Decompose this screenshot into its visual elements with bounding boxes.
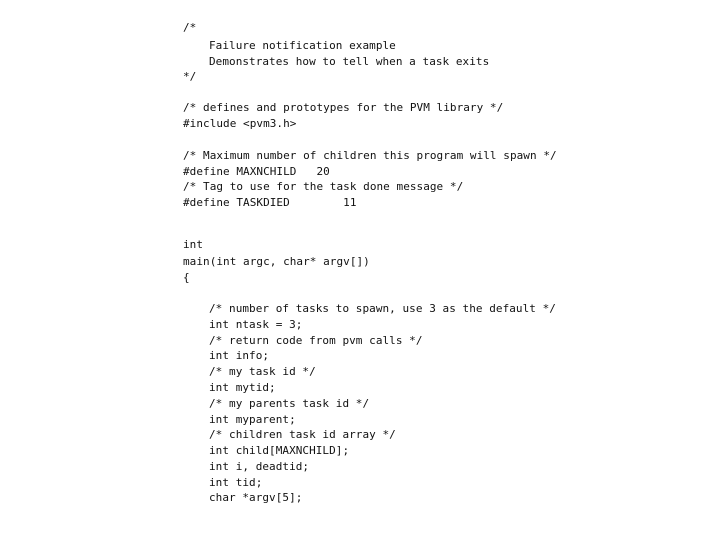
code-listing (183, 20, 703, 530)
comment-myparent: /* my parents task id */ (209, 397, 370, 410)
comment-child: /* children task id array */ (209, 428, 396, 441)
define-taskdied: #define TASKDIED 11 (183, 196, 357, 209)
define-maxnchild: #define MAXNCHILD 20 (183, 165, 330, 178)
comment-info: /* return code from pvm calls */ (209, 334, 423, 347)
comment-ntask: /* number of tasks to spawn, use 3 as the default */ (209, 302, 556, 315)
return-type: int (183, 238, 204, 251)
comment-mytid: /* my task id */ (209, 365, 316, 378)
decl-child: int child[MAXNCHILD]; (209, 444, 350, 457)
decl-info: int info; (209, 349, 270, 362)
header-comment-title: Failure notification example (209, 39, 396, 52)
comment-max-children: /* Maximum number of children this program will spawn */ (183, 149, 557, 162)
header-comment-desc: Demonstrates how to tell when a task exits (209, 55, 490, 68)
decl-argv: char *argv[5]; (209, 491, 303, 504)
decl-myparent: int myparent; (209, 413, 296, 426)
open-brace: { (183, 271, 190, 284)
comment-defines: /* defines and prototypes for the PVM library */ (183, 101, 504, 114)
decl-i-deadtid: int i, deadtid; (209, 460, 310, 473)
main-signature: main(int argc, char* argv[]) (183, 255, 370, 268)
comment-open: /* (183, 21, 197, 34)
include-directive: #include <pvm3.h> (183, 117, 297, 130)
comment-close: */ (183, 70, 197, 83)
decl-ntask: int ntask = 3; (209, 318, 303, 331)
comment-tag: /* Tag to use for the task done message */ (183, 180, 464, 193)
decl-mytid: int mytid; (209, 381, 276, 394)
decl-tid: int tid; (209, 476, 263, 489)
